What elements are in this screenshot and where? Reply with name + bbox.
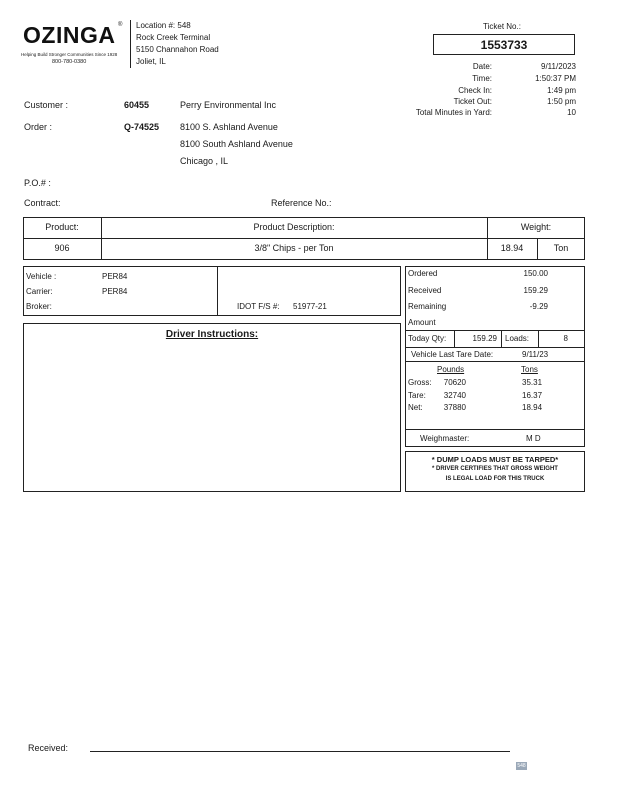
- tare-tons: 16.37: [522, 391, 543, 400]
- notice-line-1: * DUMP LOADS MUST BE TARPED*: [431, 455, 559, 464]
- time-label: Time:: [472, 74, 492, 83]
- product-header: Product:: [45, 222, 79, 232]
- weighmaster-value: M D: [526, 434, 541, 443]
- po-label: P.O.# :: [24, 178, 51, 188]
- product-code: 906: [54, 243, 70, 253]
- order-address-1: 8100 S. Ashland Avenue: [180, 122, 278, 132]
- date-value: 9/11/2023: [541, 62, 576, 71]
- driver-instructions-box: [23, 323, 401, 492]
- notice-line-3: IS LEGAL LOAD FOR THIS TRUCK: [445, 476, 545, 482]
- weight-header: Weight:: [520, 222, 552, 232]
- signature-line: [90, 751, 510, 752]
- customer-label: Customer :: [24, 100, 69, 110]
- idot-label: IDOT F/S #:: [237, 302, 280, 311]
- notice-line-2: * DRIVER CERTIFIES THAT GROSS WEIGHT: [432, 466, 558, 472]
- customer-code: 60455: [124, 100, 150, 110]
- reference-label: Reference No.:: [271, 198, 332, 208]
- today-row-top: [405, 330, 585, 331]
- tare-date-divider: [405, 361, 585, 362]
- order-address-2: 8100 South Ashland Avenue: [180, 139, 293, 149]
- contract-label: Contract:: [24, 198, 61, 208]
- received-label: Received: [408, 286, 442, 295]
- remaining-label: Remaining: [408, 302, 447, 311]
- location-number: Location #: 548: [136, 21, 191, 30]
- location-street: 5150 Channahon Road: [136, 45, 219, 54]
- tare-label: Tare:: [408, 391, 426, 400]
- pounds-header: Pounds: [437, 365, 465, 374]
- idot-value: 51977-21: [293, 302, 327, 311]
- customer-name: Perry Environmental Inc: [180, 100, 277, 110]
- location-name: Rock Creek Terminal: [136, 33, 211, 42]
- today-qty-label: Today Qty:: [408, 334, 447, 343]
- remaining-value: -9.29: [529, 302, 548, 311]
- weighmaster-divider: [405, 429, 585, 430]
- carrier-value: PER84: [102, 287, 128, 296]
- amount-label: Amount: [408, 318, 436, 327]
- vehicle-label: Vehicle :: [26, 272, 57, 281]
- today-divider-2: [501, 330, 502, 347]
- product-unit: Ton: [553, 243, 569, 253]
- tons-header: Tons: [521, 365, 538, 374]
- gross-label: Gross:: [408, 378, 432, 387]
- product-description: 3/8" Chips - per Ton: [254, 243, 334, 253]
- vehicle-box: [23, 266, 401, 316]
- registered-mark: ®: [118, 22, 123, 28]
- received-by-label: Received:: [28, 743, 69, 753]
- today-divider-3: [538, 330, 539, 347]
- gross-pounds: 70620: [443, 378, 466, 387]
- vehicle-box-divider: [217, 266, 218, 316]
- broker-label: Broker:: [26, 302, 52, 311]
- today-row-bottom: [405, 347, 585, 348]
- today-qty-value: 159.29: [472, 334, 497, 343]
- tare-date-value: 9/11/23: [522, 350, 549, 359]
- net-label: Net:: [408, 403, 423, 412]
- tare-date-label: Vehicle Last Tare Date:: [411, 350, 494, 359]
- footer-mark: 548: [517, 763, 526, 769]
- weighmaster-label: Weighmaster:: [420, 434, 470, 443]
- date-label: Date:: [472, 62, 492, 71]
- vehicle-value: PER84: [102, 272, 128, 281]
- company-tagline: Helping Build Stronger Communities Since 1928: [21, 52, 118, 57]
- company-phone: 800-780-0380: [52, 59, 87, 65]
- ticketout-value: 1:50 pm: [547, 97, 576, 106]
- logo-divider: [130, 20, 131, 68]
- ordered-label: Ordered: [408, 269, 438, 278]
- net-tons: 18.94: [522, 403, 543, 412]
- loads-label: Loads:: [505, 334, 530, 343]
- minutes-value: 10: [567, 108, 576, 117]
- product-weight: 18.94: [500, 243, 524, 253]
- location-city: Joliet, IL: [136, 57, 166, 66]
- checkin-value: 1:49 pm: [547, 86, 576, 95]
- carrier-label: Carrier:: [26, 287, 53, 296]
- tare-pounds: 32740: [443, 391, 466, 400]
- order-city: Chicago , IL: [180, 156, 229, 166]
- ticket-number: 1553733: [480, 38, 528, 52]
- ticket-label: Ticket No.:: [483, 22, 521, 31]
- ordered-value: 150.00: [523, 269, 548, 278]
- product-table-divider: [23, 238, 585, 239]
- time-value: 1:50:37 PM: [535, 74, 576, 83]
- gross-tons: 35.31: [522, 378, 543, 387]
- loads-value: 8: [563, 334, 568, 343]
- minutes-label: Total Minutes in Yard:: [415, 108, 492, 117]
- checkin-label: Check In:: [458, 86, 492, 95]
- order-label: Order :: [24, 122, 53, 132]
- driver-instructions-title: Driver Instructions:: [165, 329, 259, 340]
- order-code: Q-74525: [124, 122, 160, 132]
- ticketout-label: Ticket Out:: [453, 97, 492, 106]
- description-header: Product Description:: [253, 222, 335, 232]
- company-logo: OZINGA: [23, 22, 116, 48]
- net-pounds: 37880: [443, 403, 466, 412]
- received-value: 159.29: [523, 286, 548, 295]
